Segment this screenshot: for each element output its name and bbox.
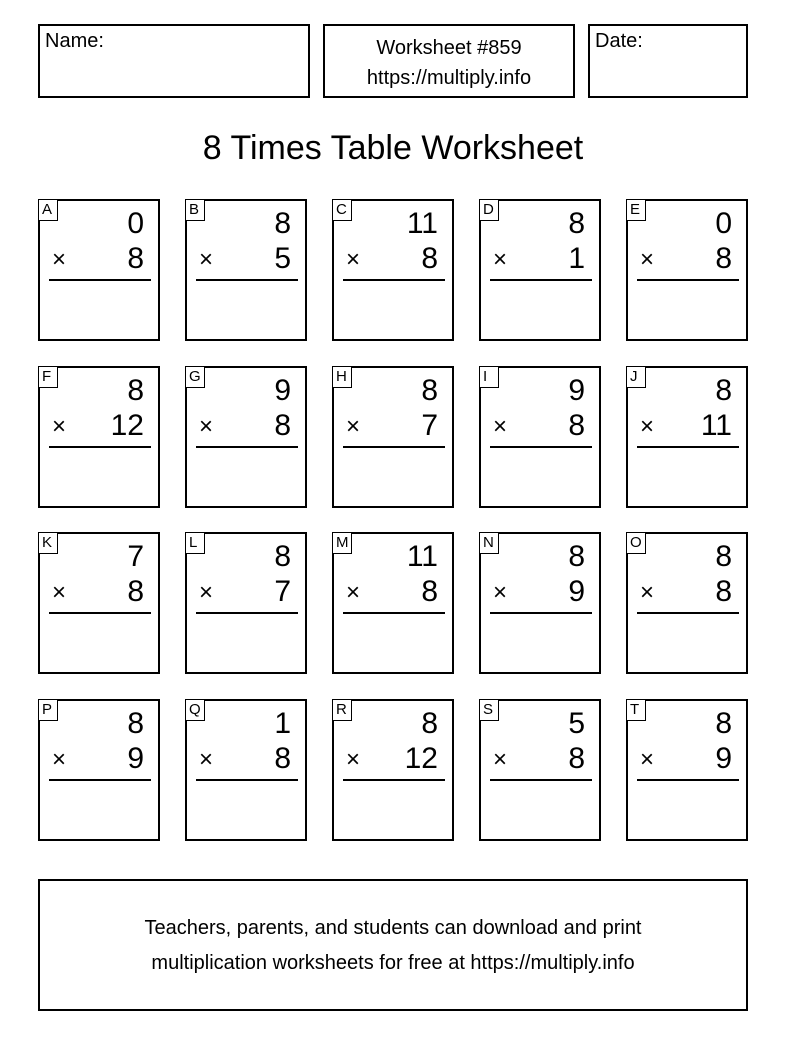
problem-letter: I — [479, 366, 499, 388]
footer-box — [38, 879, 748, 1011]
times-sign: × — [493, 746, 508, 773]
problem-letter: D — [479, 199, 499, 221]
problem-letter: H — [332, 366, 352, 388]
problem-h[interactable] — [332, 366, 454, 508]
multiplier: 8 — [568, 742, 585, 775]
answer-line — [196, 446, 298, 448]
times-sign: × — [346, 413, 361, 440]
multiplicand: 8 — [715, 374, 732, 407]
problem-n[interactable] — [479, 532, 601, 674]
multiplicand: 8 — [127, 707, 144, 740]
problem-c[interactable] — [332, 199, 454, 341]
site-url: https://multiply.info — [366, 67, 532, 89]
multiplier: 8 — [715, 242, 732, 275]
multiplier: 12 — [110, 409, 144, 442]
times-sign: × — [640, 413, 655, 440]
problem-letter: R — [332, 699, 352, 721]
problem-letter: S — [479, 699, 499, 721]
problem-letter: E — [626, 199, 646, 221]
multiplier: 8 — [127, 575, 144, 608]
problem-b[interactable] — [185, 199, 307, 341]
problem-d[interactable] — [479, 199, 601, 341]
problem-j[interactable] — [626, 366, 748, 508]
problem-letter: B — [185, 199, 205, 221]
problem-letter: T — [626, 699, 646, 721]
times-sign: × — [52, 746, 67, 773]
multiplier: 9 — [127, 742, 144, 775]
multiplicand: 8 — [568, 207, 585, 240]
problem-g[interactable] — [185, 366, 307, 508]
multiplier: 8 — [274, 409, 291, 442]
answer-line — [637, 279, 739, 281]
problem-k[interactable] — [38, 532, 160, 674]
problem-a[interactable] — [38, 199, 160, 341]
answer-line — [49, 279, 151, 281]
worksheet-number: Worksheet #859 — [376, 37, 522, 59]
multiplier: 8 — [715, 575, 732, 608]
times-sign: × — [52, 413, 67, 440]
answer-line — [49, 446, 151, 448]
problem-letter: F — [38, 366, 58, 388]
multiplicand: 8 — [274, 207, 291, 240]
date-label: Date: — [595, 30, 643, 52]
problem-o[interactable] — [626, 532, 748, 674]
problem-s[interactable] — [479, 699, 601, 841]
multiplicand: 0 — [127, 207, 144, 240]
multiplicand: 7 — [127, 540, 144, 573]
problem-letter: C — [332, 199, 352, 221]
problem-e[interactable] — [626, 199, 748, 341]
multiplicand: 8 — [127, 374, 144, 407]
multiplier: 7 — [274, 575, 291, 608]
answer-line — [49, 779, 151, 781]
multiplicand: 8 — [421, 374, 438, 407]
multiplicand: 8 — [274, 540, 291, 573]
times-sign: × — [346, 579, 361, 606]
times-sign: × — [199, 579, 214, 606]
multiplicand: 8 — [421, 707, 438, 740]
multiplier: 8 — [421, 575, 438, 608]
answer-line — [343, 446, 445, 448]
problem-letter: L — [185, 532, 205, 554]
answer-line — [343, 779, 445, 781]
multiplier: 9 — [715, 742, 732, 775]
multiplier: 8 — [127, 242, 144, 275]
answer-line — [343, 612, 445, 614]
multiplicand: 8 — [568, 540, 585, 573]
problem-t[interactable] — [626, 699, 748, 841]
answer-line — [490, 279, 592, 281]
times-sign: × — [346, 246, 361, 273]
problem-letter: G — [185, 366, 205, 388]
problem-l[interactable] — [185, 532, 307, 674]
multiplier: 8 — [421, 242, 438, 275]
times-sign: × — [52, 579, 67, 606]
answer-line — [196, 612, 298, 614]
answer-line — [490, 612, 592, 614]
answer-line — [637, 779, 739, 781]
multiplicand: 11 — [406, 540, 438, 573]
multiplier: 8 — [568, 409, 585, 442]
multiplicand: 11 — [406, 207, 438, 240]
multiplicand: 8 — [715, 707, 732, 740]
times-sign: × — [640, 246, 655, 273]
problem-letter: Q — [185, 699, 205, 721]
times-sign: × — [346, 746, 361, 773]
times-sign: × — [199, 413, 214, 440]
times-sign: × — [199, 746, 214, 773]
multiplier: 11 — [700, 409, 732, 442]
multiplier: 8 — [274, 742, 291, 775]
multiplier: 1 — [568, 242, 585, 275]
times-sign: × — [493, 413, 508, 440]
problem-f[interactable] — [38, 366, 160, 508]
problem-r[interactable] — [332, 699, 454, 841]
multiplicand: 9 — [274, 374, 291, 407]
multiplier: 7 — [421, 409, 438, 442]
footer-line-2: multiplication worksheets for free at https://multiply.info — [151, 952, 635, 974]
times-sign: × — [493, 246, 508, 273]
answer-line — [637, 446, 739, 448]
page-title: 8 Times Table Worksheet — [202, 129, 584, 167]
problem-letter: P — [38, 699, 58, 721]
problem-letter: M — [332, 532, 352, 554]
answer-line — [637, 612, 739, 614]
multiplier: 5 — [274, 242, 291, 275]
times-sign: × — [52, 246, 67, 273]
multiplier: 12 — [404, 742, 438, 775]
problem-p[interactable] — [38, 699, 160, 841]
answer-line — [49, 612, 151, 614]
problem-letter: N — [479, 532, 499, 554]
answer-line — [343, 279, 445, 281]
problem-letter: J — [626, 366, 646, 388]
problem-letter: O — [626, 532, 646, 554]
name-label: Name: — [45, 30, 104, 52]
problem-letter: A — [38, 199, 58, 221]
multiplicand: 5 — [568, 707, 585, 740]
answer-line — [490, 446, 592, 448]
footer-line-1: Teachers, parents, and students can download and print — [144, 917, 642, 939]
multiplicand: 9 — [568, 374, 585, 407]
answer-line — [196, 279, 298, 281]
multiplicand: 0 — [715, 207, 732, 240]
times-sign: × — [493, 579, 508, 606]
times-sign: × — [640, 579, 655, 606]
multiplicand: 8 — [715, 540, 732, 573]
problem-letter: K — [38, 532, 58, 554]
problem-i[interactable] — [479, 366, 601, 508]
multiplier: 9 — [568, 575, 585, 608]
problem-q[interactable] — [185, 699, 307, 841]
times-sign: × — [640, 746, 655, 773]
multiplicand: 1 — [274, 707, 291, 740]
times-sign: × — [199, 246, 214, 273]
answer-line — [196, 779, 298, 781]
problem-m[interactable] — [332, 532, 454, 674]
answer-line — [490, 779, 592, 781]
